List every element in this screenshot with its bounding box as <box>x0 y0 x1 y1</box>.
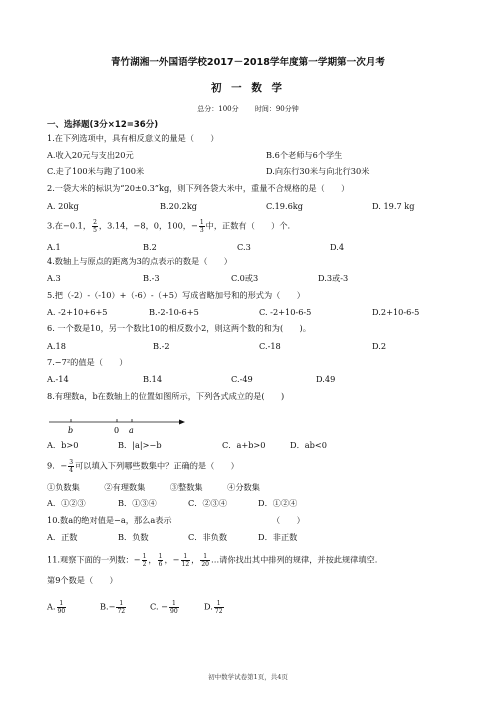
q1-option-b: B.6个老师与6个学生 <box>266 150 343 160</box>
q11-stem <box>47 553 377 568</box>
q8-option-b: B．|a|>−b <box>118 440 162 450</box>
q7-option-a: A.-14 <box>47 374 69 384</box>
q11-a-fraction <box>57 600 67 615</box>
q11-d-label: D. <box>204 601 213 612</box>
q3-f1-denominator: 5 <box>93 227 97 234</box>
section-heading: 一、选择题(3分×12=36分) <box>47 120 159 130</box>
q11-sep-2: ，− <box>164 554 180 565</box>
q11-fraction-4 <box>200 553 210 568</box>
q11-fraction-2 <box>158 553 164 568</box>
q3-stem-part3: 中，正数有（ ）个. <box>205 220 291 231</box>
q10-stem: 10.数a的绝对值是−a，那么a表示 <box>47 515 172 525</box>
q9-sets: ①负数集 ②有理数集 ③整数集 ④分数集 <box>47 482 260 492</box>
q10-option-b: B．负数 <box>118 532 149 542</box>
q9-numerator: 3 <box>69 459 74 466</box>
q7-option-c: C.-49 <box>231 374 253 384</box>
exam-title: 青竹湖湘一外国语学校2017－2018学年度第一学期第一次月考 <box>110 57 386 68</box>
q6-option-b: B.-2 <box>153 341 170 351</box>
q7-option-b: B.14 <box>143 374 163 384</box>
q7-option-d: D.49 <box>316 374 336 384</box>
q4-stem: 4.数轴上与原点的距离为3的点表示的数是（ ） <box>47 256 232 266</box>
q3-f1-numerator: 2 <box>93 219 97 226</box>
q11-a-label: A. <box>47 601 56 612</box>
q6-option-c: C.-18 <box>259 341 281 351</box>
q5-option-a: A. -2+10+6+5 <box>47 307 108 317</box>
q11-stem-part2: …请你找出其中排列的规律，并按此规律填空. <box>210 554 378 565</box>
q9-option-b: B．①③④ <box>118 498 157 508</box>
q11-c-numerator: 1 <box>169 600 179 608</box>
number-line-figure <box>47 416 187 440</box>
q7-stem: 7.−7²的值是（ ） <box>47 357 128 367</box>
q2-option-d: D. 19.7 kg <box>372 201 415 211</box>
q6-option-a: A.18 <box>47 341 66 351</box>
q3-stem <box>47 219 290 234</box>
number-line-arrow-icon <box>179 420 185 425</box>
q11-f1-denominator: 2 <box>142 561 147 568</box>
q11-line2: 第9个数是（ ） <box>47 575 118 585</box>
q11-c-label: C. − <box>150 601 169 612</box>
q11-option-d <box>204 600 225 615</box>
q11-fraction-1 <box>142 553 148 568</box>
q9-stem <box>47 459 239 474</box>
q8-option-a: A．b>0 <box>47 440 79 450</box>
q9-stem-part1: 9．− <box>47 460 68 471</box>
q9-option-d: D．①②④ <box>258 498 298 508</box>
q10-option-c: C．非负数 <box>188 532 228 542</box>
q11-option-b <box>100 600 127 615</box>
q11-fraction-3 <box>181 553 191 568</box>
q11-a-denominator: 90 <box>57 608 66 615</box>
q9-fraction <box>68 459 74 474</box>
label-a: a <box>129 426 134 435</box>
q3-f2-denominator: 3 <box>199 227 204 234</box>
q4-option-d: D.3或-3 <box>318 273 349 283</box>
q4-option-b: B.-3 <box>143 273 160 283</box>
q2-option-c: C.19.6kg <box>266 201 304 211</box>
q11-d-denominator: 72 <box>214 608 223 615</box>
q8-option-c: C．a+b>0 <box>222 440 266 450</box>
q11-b-fraction <box>116 600 126 615</box>
q10-option-a: A．正数 <box>47 532 78 542</box>
q11-f4-numerator: 1 <box>200 553 210 561</box>
q11-f2-numerator: 1 <box>158 553 163 560</box>
page-footer: 初中数学试卷第1页，共4页 <box>208 673 288 681</box>
q10-option-d: D．非正数 <box>258 532 298 542</box>
q5-option-d: D.2+10-6-5 <box>372 307 420 317</box>
q9-stem-part2: 可以填入下列哪些数集中？正确的是（ ） <box>75 460 239 471</box>
q4-option-a: A.3 <box>47 273 61 283</box>
q11-f1-numerator: 1 <box>142 553 147 560</box>
q1-option-d: D.向东行30米与向北行30米 <box>266 166 370 176</box>
q11-b-label: B.− <box>100 601 116 612</box>
q6-stem: 6. 一个数是10，另一个数比10的相反数小2，则这两个数的和为( )。 <box>47 323 311 333</box>
q2-option-a: A. 20kg <box>47 201 79 211</box>
q3-stem-part2: ，3.14，−8，0，100，− <box>98 220 198 231</box>
q11-f2-denominator: 6 <box>158 561 163 568</box>
q11-c-fraction <box>169 600 179 615</box>
q8-option-d: D．ab<0 <box>290 440 327 450</box>
q5-stem: 5.把（-2）-（-10）+（-6）-（+5）写成省略加号和的形式为（ ） <box>47 290 305 300</box>
total-score: 总分：100分 <box>197 105 239 113</box>
q3-option-b: B.2 <box>143 242 157 252</box>
q5-option-c: C. -2+10-6-5 <box>259 307 312 317</box>
q11-f4-denominator: 20 <box>201 561 209 568</box>
q3-fraction-1 <box>92 219 98 234</box>
q10-paren: （ ） <box>272 515 305 525</box>
q11-f3-denominator: 12 <box>181 561 190 568</box>
q8-stem: 8.有理数a，b在数轴上的位置如图所示，下列各式成立的是( ) <box>47 391 285 401</box>
q1-stem: 1.在下列选项中，具有相反意义的量是（ ） <box>47 133 219 143</box>
q11-f3-numerator: 1 <box>181 553 191 561</box>
q11-b-denominator: 72 <box>117 608 126 615</box>
q1-option-c: C.走了100米与跑了100米 <box>47 166 145 176</box>
q6-option-d: D.2 <box>372 341 387 351</box>
q11-option-c <box>150 600 180 615</box>
q3-option-c: C.3 <box>237 242 251 252</box>
subject-title: 初 一 数 学 <box>211 82 285 94</box>
q11-option-a <box>47 600 67 615</box>
exam-meta <box>0 104 496 114</box>
q3-option-d: D.4 <box>330 242 345 252</box>
q9-option-c: C．②③④ <box>188 498 228 508</box>
q2-stem: 2.一袋大米的标识为“20±0.3”kg，则下列各袋大米中，重量不合规格的是（ ） <box>47 183 350 193</box>
q5-option-b: B.-2-10-6+5 <box>149 307 199 317</box>
label-b: b <box>68 426 74 435</box>
time-limit: 时间：90分钟 <box>254 105 299 113</box>
q11-stem-part1: 11.观察下面的一列数：− <box>47 554 141 565</box>
q9-denominator: 4 <box>69 467 74 474</box>
label-0: 0 <box>114 426 120 435</box>
q11-d-fraction <box>214 600 224 615</box>
q11-b-numerator: 1 <box>116 600 126 608</box>
q11-d-numerator: 1 <box>214 600 224 608</box>
q3-option-a: A.1 <box>47 242 61 252</box>
q11-sep-1: ， <box>148 554 157 565</box>
q9-option-a: A．①②③ <box>47 498 86 508</box>
q2-option-b: B.20.2kg <box>160 201 198 211</box>
q3-fraction-2 <box>199 219 205 234</box>
q3-f2-numerator: 1 <box>199 219 204 226</box>
q11-a-numerator: 1 <box>57 600 67 608</box>
q1-option-a: A.收入20元与支出20元 <box>47 150 134 160</box>
q11-sep-3: ， <box>191 554 200 565</box>
q3-stem-part1: 3.在−0.1， <box>47 220 92 231</box>
q11-c-denominator: 90 <box>170 608 178 615</box>
q4-option-c: C.0或3 <box>231 273 259 283</box>
